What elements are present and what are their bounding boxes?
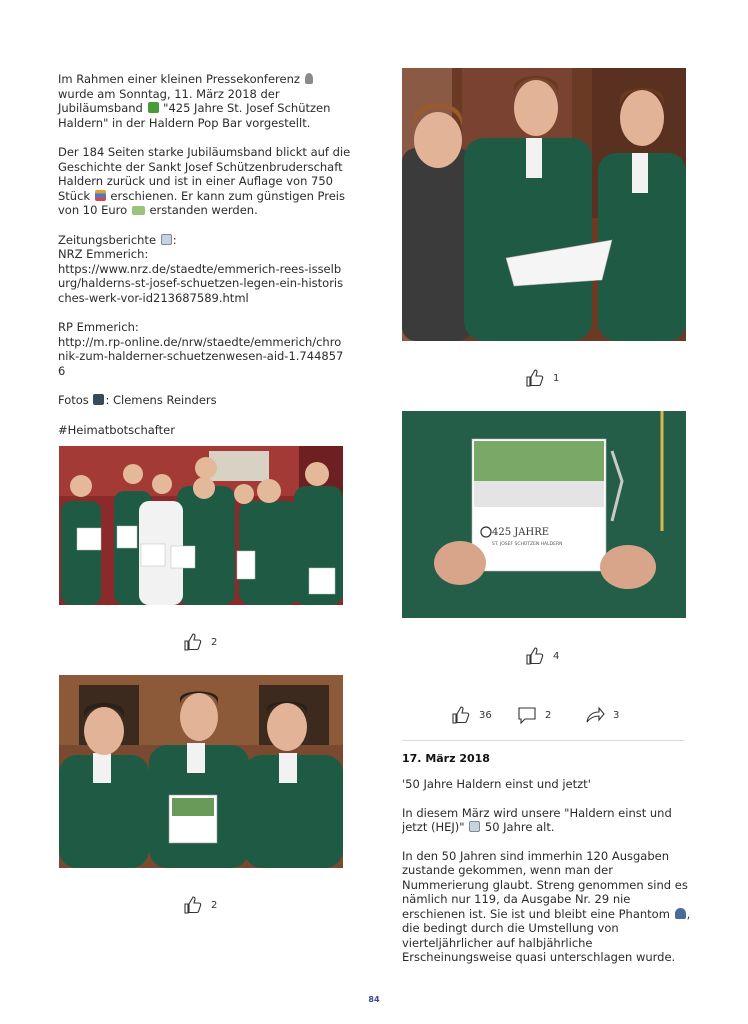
post-title: '50 Jahre Haldern einst und jetzt' xyxy=(402,777,591,791)
rp-section: RP Emmerich: http://m.rp-online.de/nrw/staedte/emmerich/chro nik-zum-halderner-schuetzenwesen-aid-1.744857 6 xyxy=(58,320,346,378)
men-reading-photo-reaction[interactable]: 1 xyxy=(525,368,559,388)
microphone-emoji-icon xyxy=(305,73,313,84)
group-photo-reaction[interactable]: 2 xyxy=(183,632,217,652)
post-text-column xyxy=(58,72,351,452)
green-book-emoji-icon xyxy=(148,102,159,113)
book-title-text: 425 JAHRE xyxy=(492,527,550,538)
nrz-link[interactable]: https://www.nrz.de/staedte/emmerich-rees-isselb xyxy=(58,261,342,276)
men-reading-photo[interactable] xyxy=(402,68,686,341)
comment-bubble-icon xyxy=(517,705,537,725)
nrz-link-cont[interactable]: urg/halderns-st-josef-schuetzen-legen-ein-historis xyxy=(58,276,344,290)
rp-link-cont[interactable]: nik-zum-halderner-schuetzenwesen-aid-1.744857 xyxy=(58,349,344,363)
press-section: Zeitungsberichte : NRZ Emmerich: https://www.nrz.de/staedte/emmerich-rees-isselb urg/halderns-st-josef-schuetzen-legen-ein-historis ches-werk-vor-id213687589.html xyxy=(58,233,346,306)
group-photo[interactable] xyxy=(59,446,343,605)
trio-photo-reaction[interactable]: 2 xyxy=(183,895,217,915)
silhouette-emoji-icon xyxy=(675,908,686,919)
post-paragraph-1: In diesem März wird unsere "Haldern einst und jetzt (HEJ)" 50 Jahre alt. xyxy=(402,805,672,834)
post-shares[interactable]: 3 xyxy=(585,705,619,725)
nrz-link-cont[interactable]: ches-werk-vor-id213687589.html xyxy=(58,290,249,305)
post-date: 17. März 2018 xyxy=(402,752,490,765)
next-post xyxy=(402,752,691,979)
book-closeup-photo[interactable] xyxy=(402,411,686,618)
post-paragraph-2: In den 50 Jahren sind immerhin 120 Ausgaben zustande gekommen, wenn man der Nummerierung glaubt. Streng genommen sind es nämlich nur 119, da Ausgabe Nr. 29 nie erschienen ist. Sie ist und bleibt eine Phantom , die bedingt durch die Umstellung von vierteljährlicher auf halbjährliche Erscheinungsweise quasi unterschlagen wurde. xyxy=(402,848,691,964)
post-comments[interactable]: 2 xyxy=(517,705,551,725)
rp-link-cont[interactable]: 6 xyxy=(58,363,66,378)
newspaper-emoji-icon xyxy=(161,234,172,245)
book-paragraph: Der 184 Seiten starke Jubiläumsband blickt auf die Geschichte der Sankt Josef Schützenbruderschaft Haldern zurück und ist in einer Auflage von 750 Stück erschienen. Er kann zum günstigen Preis von 10 Euro erstanden werden. xyxy=(58,145,351,217)
trio-photo[interactable] xyxy=(59,675,343,868)
thumbs-up-icon xyxy=(525,646,545,666)
thumbs-up-icon xyxy=(183,632,203,652)
intro-paragraph: Im Rahmen einer kleinen Pressekonferenz wurde am Sonntag, 11. März 2018 der Jubiläumsband "425 Jahre St. Josef Schützen Haldern" in der Haldern Pop Bar vorgestellt. xyxy=(58,72,331,130)
book-subtitle-text: ST. JOSEF SCHÜTZEN HALDERN xyxy=(492,542,563,547)
thumbs-up-icon xyxy=(183,895,203,915)
page-number: 84 xyxy=(368,995,380,1004)
thumbs-up-icon xyxy=(451,705,471,725)
post-likes[interactable]: 36 xyxy=(451,705,492,725)
money-emoji-icon xyxy=(132,206,145,215)
share-arrow-icon xyxy=(585,705,605,725)
thumbs-up-icon xyxy=(525,368,545,388)
camera-emoji-icon xyxy=(93,394,104,405)
newspaper-emoji-icon xyxy=(469,821,480,832)
hashtag[interactable]: #Heimatbotschafter xyxy=(58,422,175,437)
post-divider xyxy=(402,740,685,741)
rp-link[interactable]: http://m.rp-online.de/nrw/staedte/emmerich/chro xyxy=(58,334,342,349)
books-emoji-icon xyxy=(95,190,106,201)
book-closeup-photo-reaction[interactable]: 4 xyxy=(525,646,559,666)
photo-credits: Fotos : Clemens Reinders xyxy=(58,393,217,407)
